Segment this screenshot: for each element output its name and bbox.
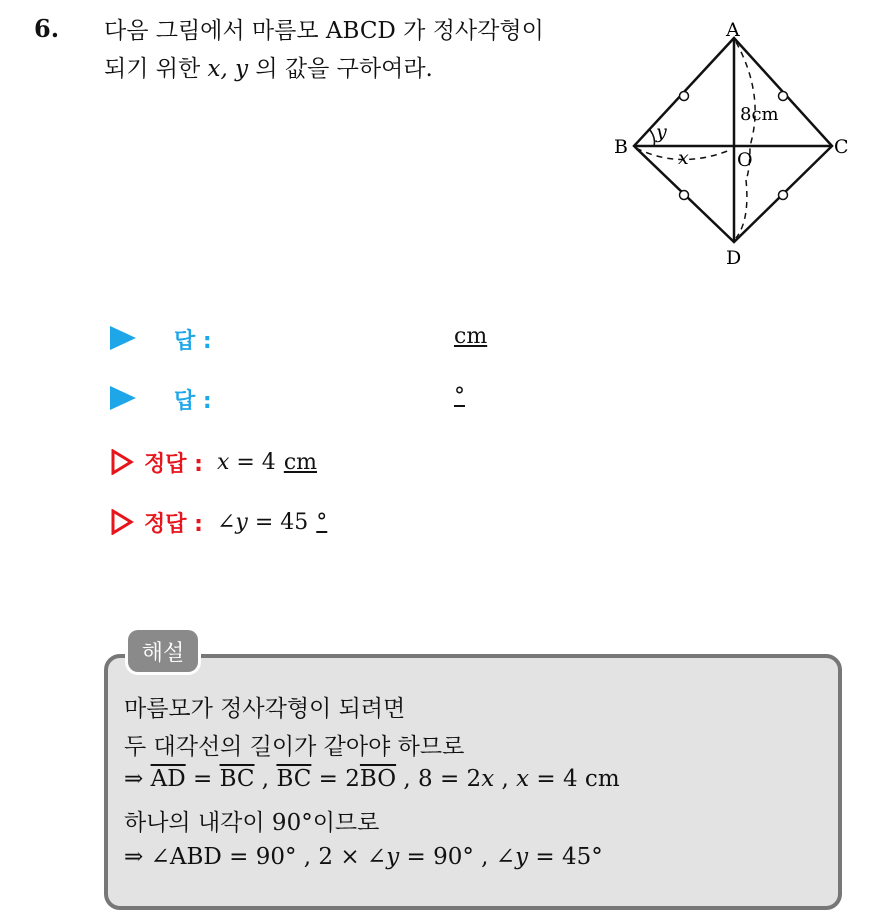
question-text [104, 12, 544, 88]
sol5-b: = 90° , ∠ [399, 844, 516, 870]
sol3-f: , [494, 766, 517, 792]
correct-answer-row-1 [110, 442, 317, 482]
sol5-y1: y [386, 844, 400, 870]
question-number: 6. [34, 14, 60, 43]
outline-triangle-icon [110, 509, 134, 535]
sol3-x1: x [481, 766, 495, 792]
outline-triangle-icon [110, 449, 134, 475]
rhombus-figure [600, 20, 860, 270]
angle-y-arc [650, 130, 655, 146]
tick-mark-ab [680, 92, 689, 101]
play-triangle-icon [110, 386, 136, 410]
label-D: D [726, 247, 742, 269]
sol3-e: , 8 = 2 [396, 766, 482, 792]
answer-unit: ° [454, 384, 465, 409]
answer-unit: cm [454, 324, 488, 349]
tick-mark-ac [779, 92, 788, 101]
segment-BC-2: $\overline{BC}$ [276, 766, 312, 792]
correct-unit: ° [316, 509, 328, 535]
correct-value [217, 450, 317, 475]
question-vars: x, y [207, 56, 249, 82]
tick-mark-cd [779, 191, 788, 200]
answer-label: 답 : [174, 389, 212, 414]
play-triangle-icon [110, 326, 136, 350]
solution-line-3 [124, 766, 620, 792]
correct-eq: = 45 [247, 509, 309, 535]
correct-eq: = 4 [229, 449, 276, 475]
solution-tag: 해설 [128, 630, 198, 672]
question-line-1: 다음 그림에서 마름모 ABCD 가 정사각형이 [104, 18, 544, 44]
label-A: A [726, 20, 740, 41]
sol5-c: = 45° [528, 844, 603, 870]
correct-var: x [216, 449, 230, 475]
question-line-2-post: 의 값을 구하여라. [248, 56, 433, 82]
solution-line-4: 하나의 내각이 90°이므로 [124, 810, 380, 836]
sol5-y2: y [515, 844, 529, 870]
sol3-c: , [254, 766, 277, 792]
answer-row-1 [110, 318, 530, 358]
solution-line-2: 두 대각선의 길이가 같아야 하므로 [124, 734, 465, 760]
label-O: O [737, 149, 753, 171]
answer-label: 답 : [174, 329, 212, 354]
solution-line-5 [124, 844, 603, 870]
segment-BO: $\overline{BO}$ [359, 766, 397, 792]
question-line-2-pre: 되기 위한 [104, 56, 208, 82]
correct-label: 정답 : [144, 511, 203, 537]
label-x: x [678, 147, 689, 169]
sol3-x2: x [516, 766, 530, 792]
label-B: B [614, 136, 628, 158]
sol3-g: = 4 cm [529, 766, 620, 792]
correct-label: 정답 : [144, 451, 203, 477]
sol3-b: = [185, 766, 220, 792]
answer-row-2 [110, 378, 530, 418]
sol5-a: ⇒ ∠ABD = 90° , 2 × ∠ [124, 844, 387, 870]
correct-var: ∠y [216, 509, 248, 535]
solution-line-1: 마름모가 정사각형이 되려면 [124, 696, 406, 722]
correct-value [217, 510, 327, 535]
sol3-d: = 2 [311, 766, 360, 792]
segment-BC: $\overline{BC}$ [219, 766, 255, 792]
correct-unit: cm [283, 449, 317, 475]
question-line-2 [104, 50, 544, 88]
correct-answer-row-2 [110, 502, 327, 542]
segment-AD: $\overline{AD}$ [150, 766, 186, 792]
sol3-a: ⇒ [124, 766, 151, 792]
label-8cm: 8cm [740, 104, 779, 125]
label-C: C [834, 136, 849, 158]
label-y: y [656, 121, 667, 143]
tick-mark-bd [680, 191, 689, 200]
